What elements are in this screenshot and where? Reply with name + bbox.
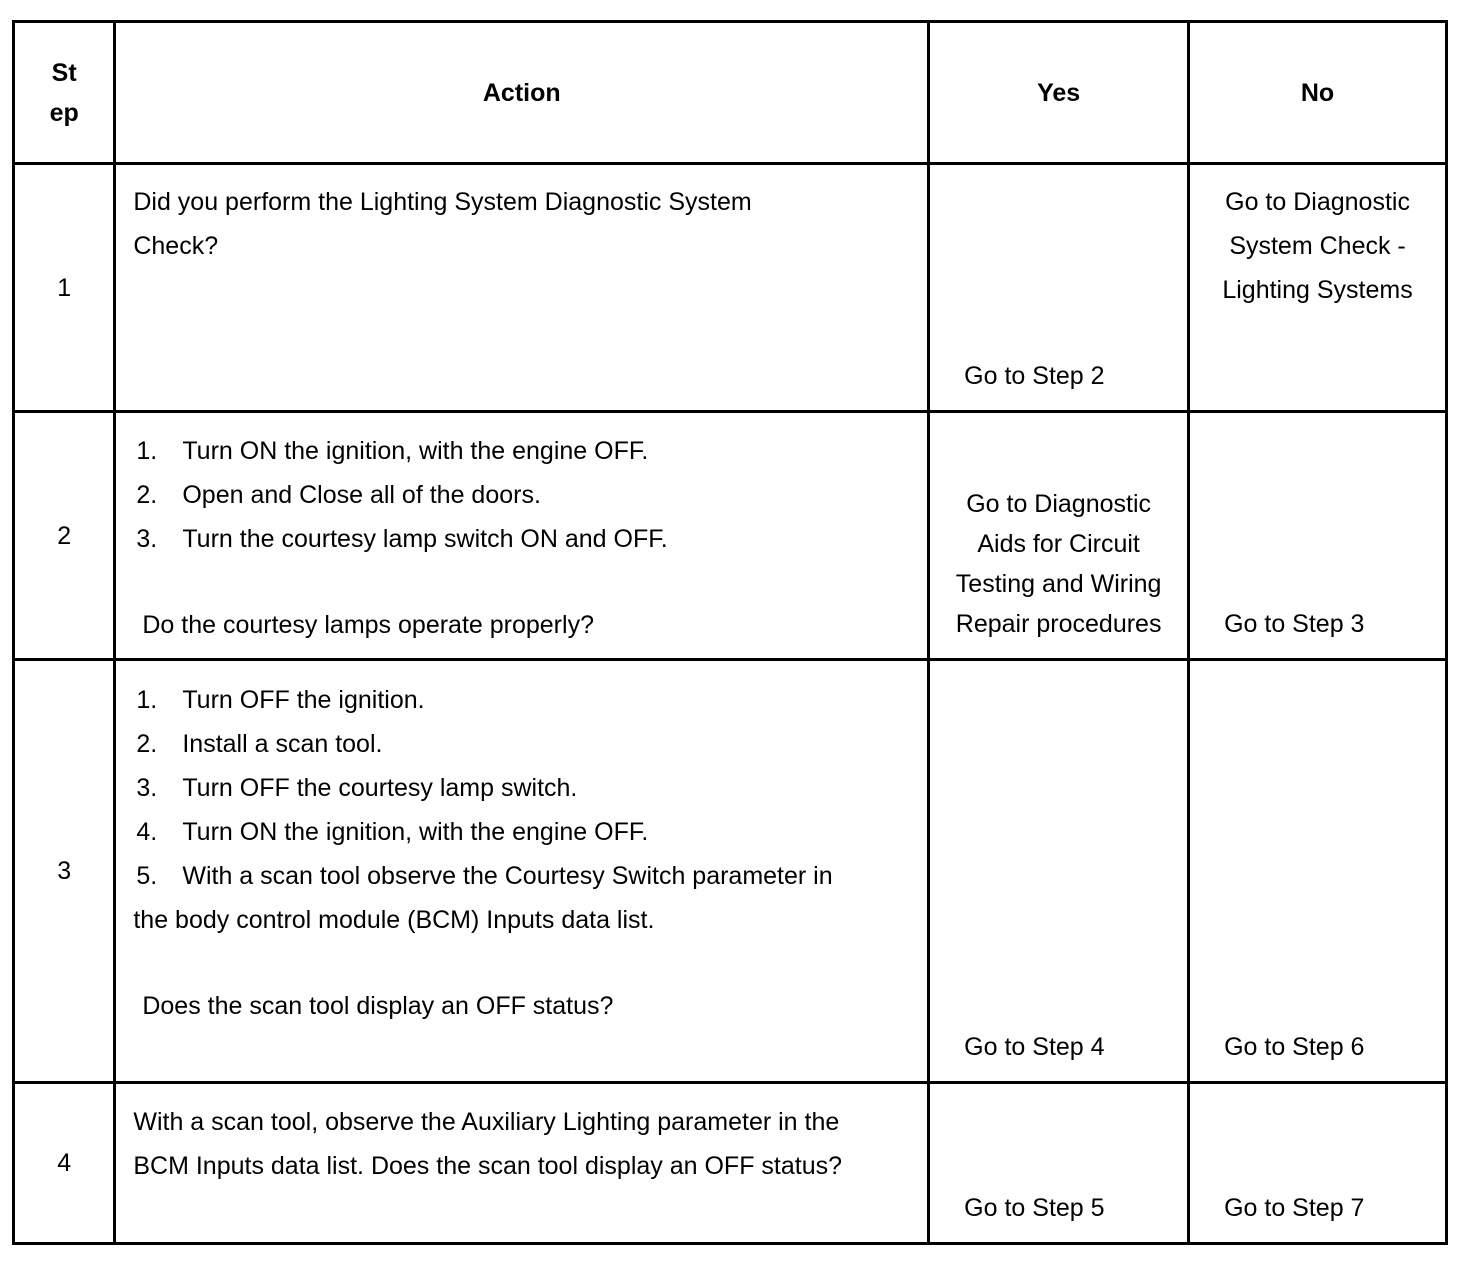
action-cell [115,412,929,660]
yes-link[interactable]: Go to Diagnostic Aids for Circuit Testing and Wiring Repair procedures [955,490,1162,638]
action-steps [133,678,847,942]
yes-cell [929,660,1189,1083]
yes-cell [929,164,1189,412]
list-item: 1. Turn OFF the ignition. [136,686,425,714]
no-link[interactable]: Go to Step 6 [1224,1033,1365,1061]
action-text: With a scan tool, observe the Auxiliary Lighting parameter in the BCM Inputs data list. Does the scan tool display an OFF status? [133,1108,843,1180]
action-cell [115,660,929,1083]
action-steps [133,429,927,561]
action-question: Does the scan tool display an OFF status? [142,992,614,1020]
no-link[interactable]: Go to Diagnostic System Check - Lighting Systems [1222,188,1413,304]
table-row [14,1083,1447,1244]
no-cell [1189,164,1447,412]
header-step: St ep [14,22,115,164]
no-cell [1189,1083,1447,1244]
yes-link[interactable]: Go to Step 5 [964,1194,1105,1222]
no-link[interactable]: Go to Step 7 [1224,1194,1365,1222]
yes-link[interactable]: Go to Step 4 [964,1033,1105,1061]
header-no: No [1189,22,1447,164]
action-cell [115,1083,929,1244]
no-link[interactable]: Go to Step 3 [1224,610,1365,638]
no-cell [1189,660,1447,1083]
step-number: 4 [14,1083,115,1244]
diagnostic-table [12,20,1448,1245]
no-cell [1189,412,1447,660]
table-row [14,660,1447,1083]
step-number: 3 [14,660,115,1083]
list-item: 3. Turn OFF the courtesy lamp switch. [136,774,578,802]
yes-link[interactable]: Go to Step 2 [964,362,1105,390]
step-number: 2 [14,412,115,660]
header-row [14,22,1447,164]
list-item: 2. Install a scan tool. [136,730,383,758]
list-item: 4. Turn ON the ignition, with the engine OFF. [136,818,649,846]
action-cell [115,164,929,412]
yes-cell [929,1083,1189,1244]
list-item: 1. Turn ON the ignition, with the engine OFF. [136,437,649,465]
yes-cell [929,412,1189,660]
step-number: 1 [14,164,115,412]
table-row [14,412,1447,660]
list-item: 2. Open and Close all of the doors. [136,481,541,509]
table-row [14,164,1447,412]
header-action: Action [115,22,929,164]
list-item: 3. Turn the courtesy lamp switch ON and OFF. [136,525,668,553]
action-text: Did you perform the Lighting System Diagnostic System Check? [133,188,752,260]
list-item: 5. With a scan tool observe the Courtesy Switch parameter in the body control module (BCM) Inputs data list. [133,862,833,934]
action-question: Do the courtesy lamps operate properly? [142,611,594,639]
header-yes: Yes [929,22,1189,164]
